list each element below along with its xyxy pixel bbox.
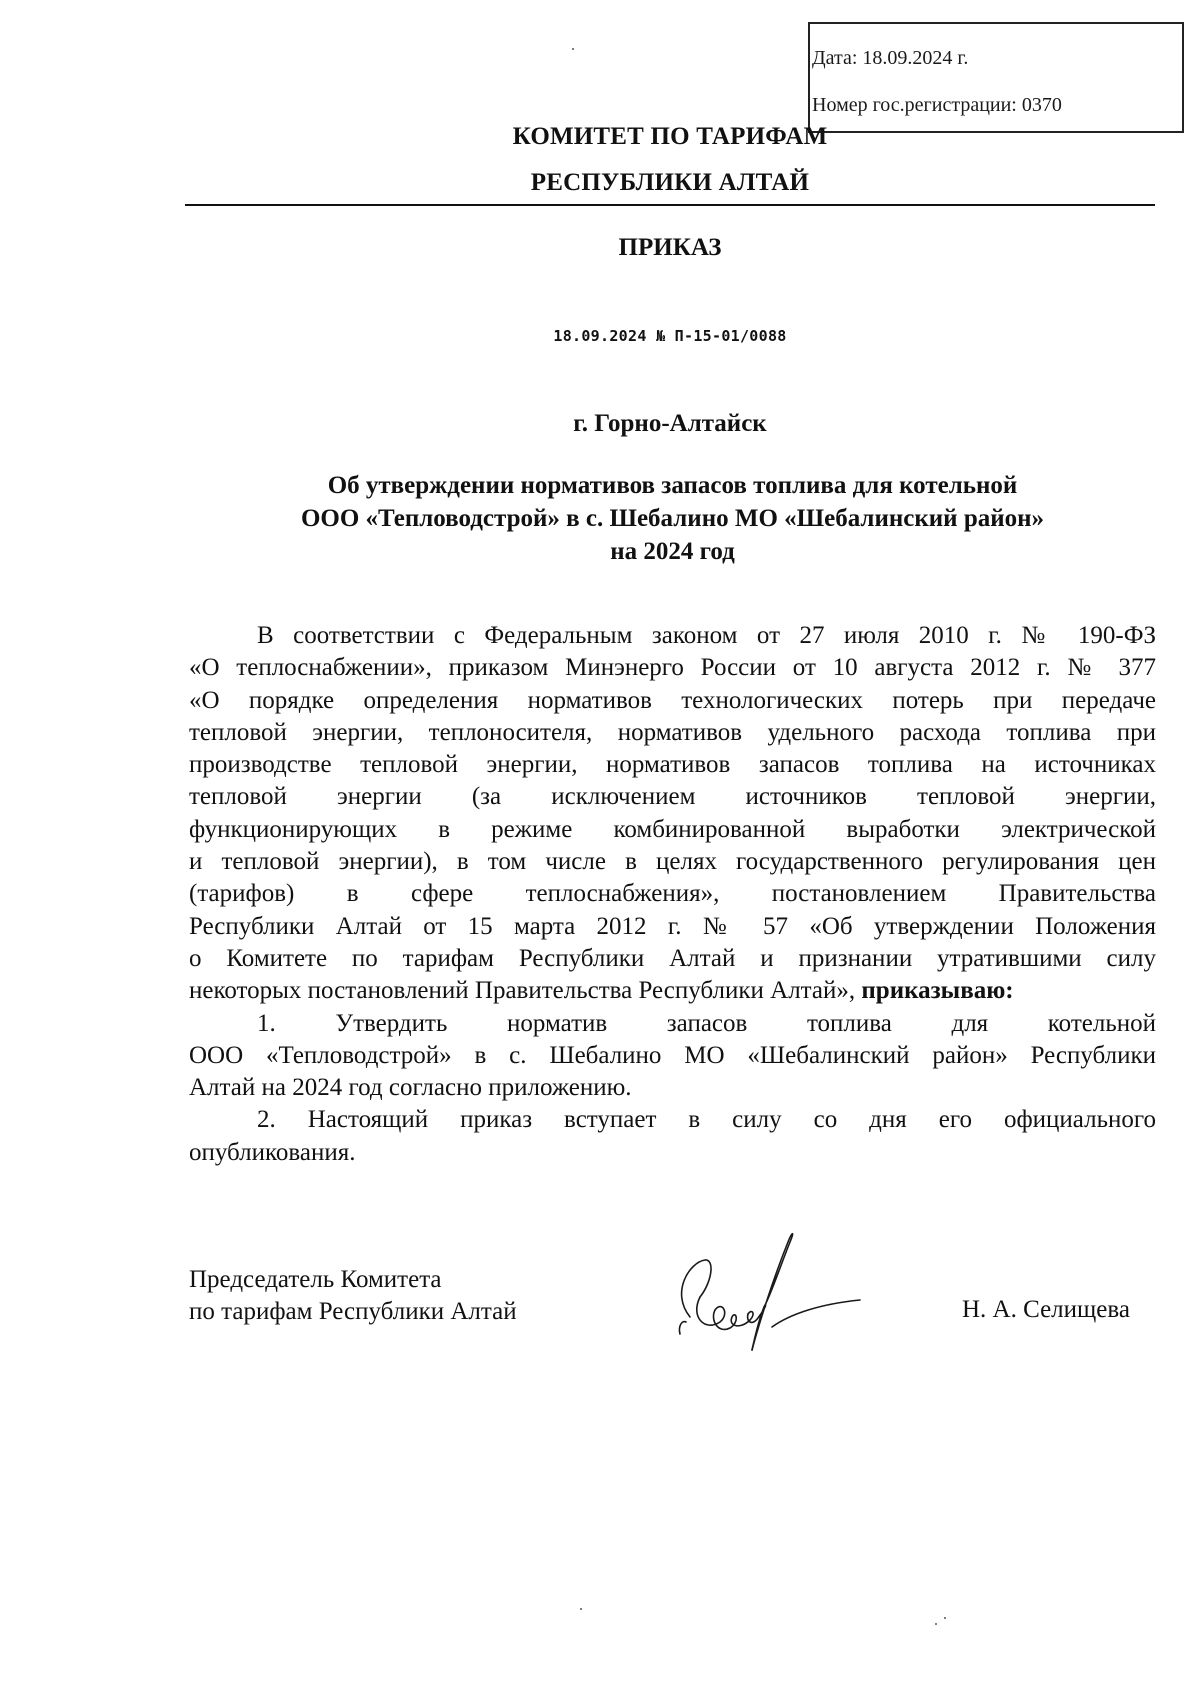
body-line [189, 975, 1156, 1007]
body-line: опубликования. [189, 1138, 356, 1166]
body-line: (тарифов) в сфере теплоснабжения», постановлением Правительства [189, 880, 1156, 908]
body-line: 2. Настоящий приказ вступает в силу со дня его официального [257, 1106, 1156, 1134]
document-body [189, 620, 1156, 1169]
body-line: функционирующих в режиме комбинированной выработки электрической [189, 815, 1156, 843]
document-type: ПРИКАЗ [618, 234, 722, 261]
signatory-title-line: по тарифам Республики Алтай [189, 1298, 517, 1325]
scan-speck [944, 1617, 946, 1619]
body-line: Республики Алтай от 15 марта 2012 г. № 57 «Об утверждении Положения [189, 912, 1156, 940]
body-line: и тепловой энергии), в том числе в целях государственного регулирования цен [189, 848, 1156, 876]
header-divider [185, 204, 1155, 206]
body-line-text: некоторых постановлений Правительства Республики Алтай», [189, 977, 856, 1005]
signatory-title-line: Председатель Комитета [189, 1266, 442, 1293]
document-subject [215, 469, 1130, 568]
body-line: Алтай на 2024 год согласно приложению. [189, 1074, 632, 1102]
body-line: В соответствии с Федеральным законом от 27 июля 2010 г. № 190-ФЗ [257, 622, 1156, 649]
order-keyword: приказываю: [861, 977, 1014, 1005]
subject-line: ООО «Тепловодстрой» в с. Шебалино МО «Шебалинский район» [300, 505, 1045, 532]
body-line: о Комитете по тарифам Республики Алтай и признании утратившими силу [189, 944, 1156, 972]
org-name-line1: КОМИТЕТ ПО ТАРИФАМ [512, 123, 828, 150]
body-line: 1. Утвердить норматив запасов топлива для котельной [257, 1009, 1156, 1037]
subject-line: на 2024 год [610, 538, 735, 565]
org-name-line2: РЕСПУБЛИКИ АЛТАЙ [530, 169, 810, 196]
body-line: ООО «Тепловодстрой» в с. Шебалино МО «Шебалинский район» Республики [189, 1041, 1156, 1069]
signatory-name: Н. А. Селищева [962, 1296, 1130, 1323]
scan-speck [580, 1608, 582, 1610]
signatory-title [189, 1264, 517, 1328]
body-line: «О теплоснабжении», приказом Минэнерго России от 10 августа 2012 г. № 377 [189, 654, 1156, 682]
stamp-registration-number: Номер гос.регистрации: 0370 [812, 94, 1062, 116]
handwritten-signature [660, 1222, 910, 1352]
body-line: производстве тепловой энергии, нормативов запасов топлива на источниках [189, 751, 1156, 779]
stamp-date: Дата: 18.09.2024 г. [812, 47, 969, 69]
body-line: тепловой энергии (за исключением источников тепловой энергии, [189, 783, 1156, 811]
body-line: «О порядке определения нормативов технологических потерь при передаче [189, 686, 1156, 714]
document-number: 18.09.2024 № П-15-01/0088 [553, 327, 787, 345]
body-line: тепловой энергии, теплоносителя, нормативов удельного расхода топлива при [189, 718, 1156, 746]
scan-speck [935, 1623, 937, 1625]
document-city: г. Горно-Алтайск [573, 410, 767, 437]
registration-stamp [808, 22, 1184, 133]
scan-speck [572, 48, 574, 50]
subject-line: Об утверждении нормативов запасов топлива для котельной [327, 472, 1018, 499]
